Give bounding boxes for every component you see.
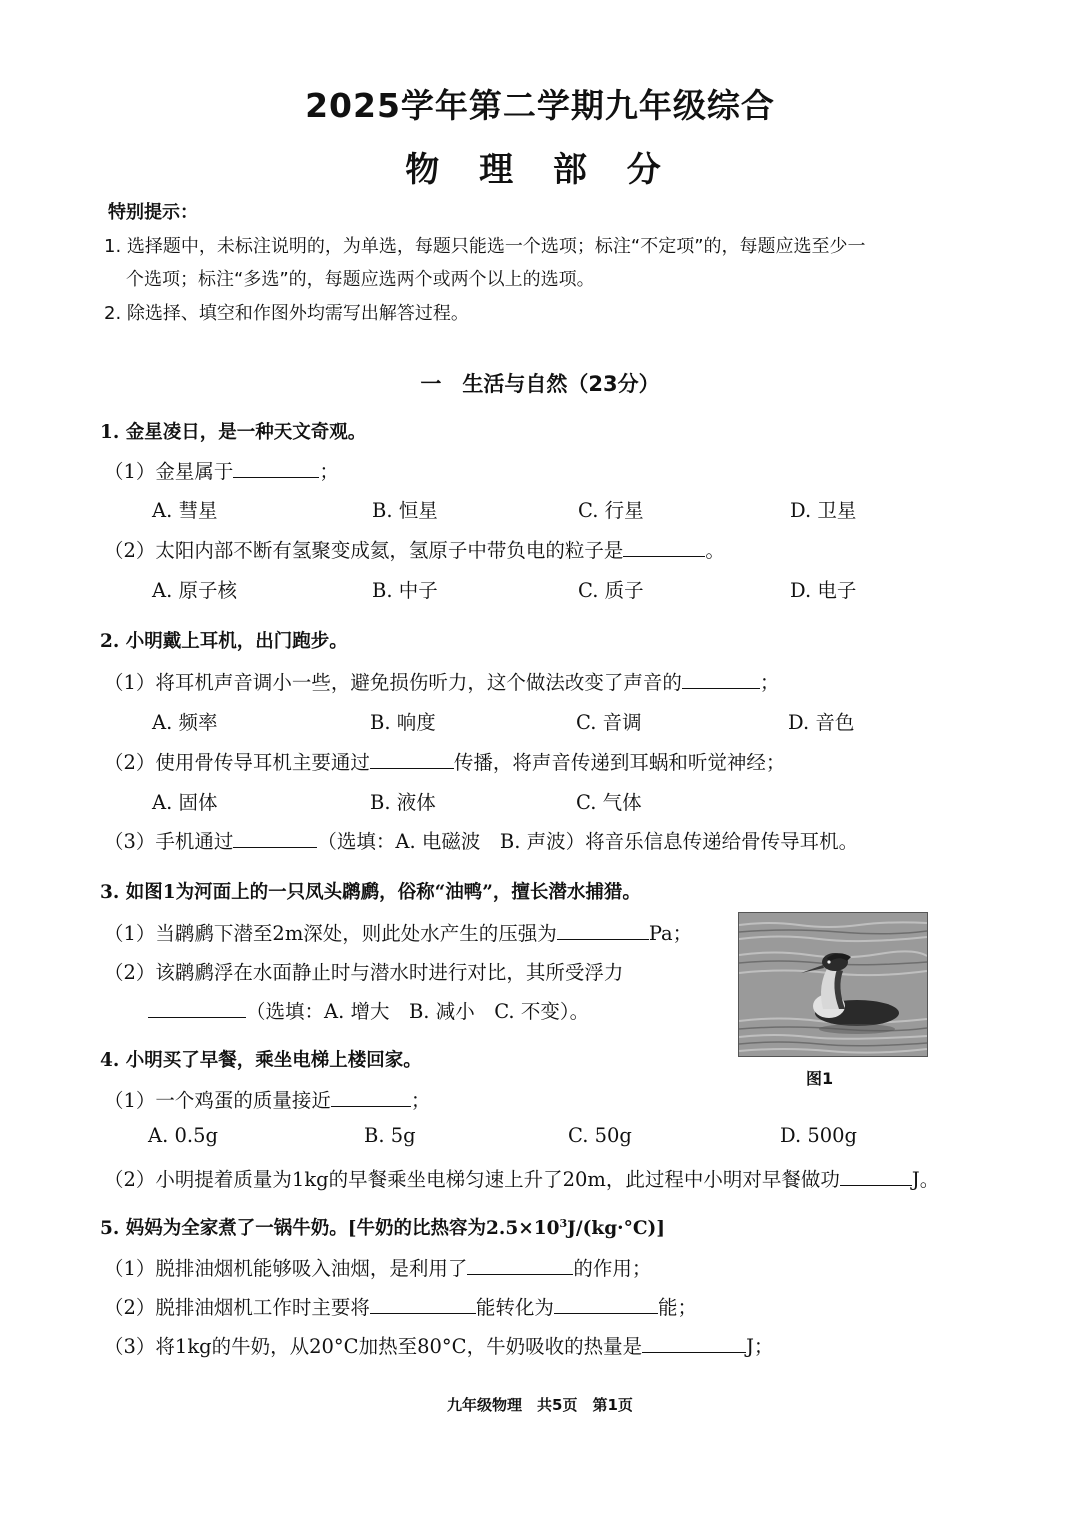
option-a: A. 原子核 [152,579,237,602]
question-4-stem: 4. 小明买了早餐，乘坐电梯上楼回家。 [100,1050,422,1071]
option-c: C. 质子 [578,579,644,602]
exam-title: 2025学年第二学期九年级综合 [305,86,775,125]
answer-blank[interactable] [554,1293,658,1314]
answer-blank[interactable] [467,1254,573,1275]
question-3-part-2-line-2: （选填：A. 增大 B. 减小 C. 不变）。 [148,996,589,1024]
answer-blank[interactable] [233,457,319,478]
option-c: C. 音调 [576,711,642,734]
answer-blank[interactable] [148,997,246,1018]
question-1-stem: 1. 金星凌日，是一种天文奇观。 [100,422,367,443]
notes-heading: 特别提示： [108,202,198,223]
note-item-1-line-2: 个选项；标注“多选”的，每题应选两个或两个以上的选项。 [126,269,595,290]
option-c: C. 行星 [578,499,644,522]
option-d: D. 电子 [790,579,857,602]
answer-blank[interactable] [682,668,760,689]
option-a: A. 0.5g [148,1124,218,1147]
option-b: B. 恒星 [372,499,438,522]
question-2-part-2: （2）使用骨传导耳机主要通过 传播，将声音传递到耳蜗和听觉神经； [104,747,785,775]
option-b: B. 中子 [372,579,438,602]
option-b: B. 5g [364,1124,416,1147]
question-3-stem: 3. 如图1为河面上的一只凤头䴙䴘，俗称“油鸭”，擅长潜水捕猎。 [100,882,641,903]
question-2-stem: 2. 小明戴上耳机，出门跑步。 [100,631,348,652]
page-footer: 九年级物理 共5页 第1页 [447,1396,633,1414]
option-d: D. 卫星 [790,499,857,522]
option-c: C. 气体 [576,791,642,814]
option-a: A. 固体 [152,791,218,814]
note-item-2: 2. 除选择、填空和作图外均需写出解答过程。 [104,303,469,324]
answer-blank[interactable] [840,1165,912,1186]
option-b: B. 响度 [370,711,436,734]
option-a: A. 彗星 [152,499,218,522]
option-d: D. 500g [780,1124,858,1147]
question-5-part-1: （1）脱排油烟机能够吸入油烟，是利用了 的作用； [104,1253,651,1281]
question-4-part-1: （1）一个鸡蛋的质量接近 ； [104,1085,430,1113]
option-a: A. 频率 [152,711,218,734]
subject-title: 物 理 部 分 [405,150,675,190]
question-4-part-2: （2）小明提着质量为1kg的早餐乘坐电梯匀速上升了20m，此过程中小明对早餐做功 J。 [104,1164,939,1192]
question-2-part-3: （3）手机通过 （选填：A. 电磁波 B. 声波）将音乐信息传递给骨传导耳机。 [104,826,858,854]
note-item-1-line-1: 1. 选择题中，未标注说明的，为单选，每题只能选一个选项；标注“不定项”的，每题应选至少一 [104,236,866,257]
grebe-illustration [739,913,927,1056]
answer-blank[interactable] [370,748,454,769]
option-c: C. 50g [568,1124,632,1147]
question-5-part-2: （2）脱排油烟机工作时主要将 能转化为 能； [104,1292,697,1320]
answer-blank[interactable] [623,536,705,557]
question-1-part-1: （1）金星属于 ； [104,456,339,484]
question-3-part-1: （1）当䴙䴘下潜至2m深处，则此处水产生的压强为 Pa； [104,918,692,946]
option-b: B. 液体 [370,791,436,814]
question-5-stem: 5. 妈妈为全家煮了一锅牛奶。[牛奶的比热容为$2.5\times 10^3J/(kg\cdot^\circ C)$] [100,1216,666,1239]
figure-1-grebe-photo [738,912,928,1057]
answer-blank[interactable] [331,1086,411,1107]
question-3-part-2: （2）该䴙䴘浮在水面静止时与潜水时进行对比，其所受浮力 [104,961,624,984]
answer-blank[interactable] [233,827,317,848]
answer-blank[interactable] [642,1332,746,1353]
answer-blank[interactable] [370,1293,476,1314]
question-2-part-1: （1）将耳机声音调小一些，避免损伤听力，这个做法改变了声音的 ； [104,667,779,695]
figure-1-caption: 图1 [806,1069,834,1088]
question-5-part-3: （3）将1kg的牛奶，从20°C加热至80°C，牛奶吸收的热量是 J； [104,1331,773,1359]
section-title: 一 生活与自然（23分） [420,372,660,396]
question-1-part-2: （2）太阳内部不断有氢聚变成氦，氢原子中带负电的粒子是 。 [104,535,725,563]
option-d: D. 音色 [788,711,855,734]
answer-blank[interactable] [557,919,649,940]
